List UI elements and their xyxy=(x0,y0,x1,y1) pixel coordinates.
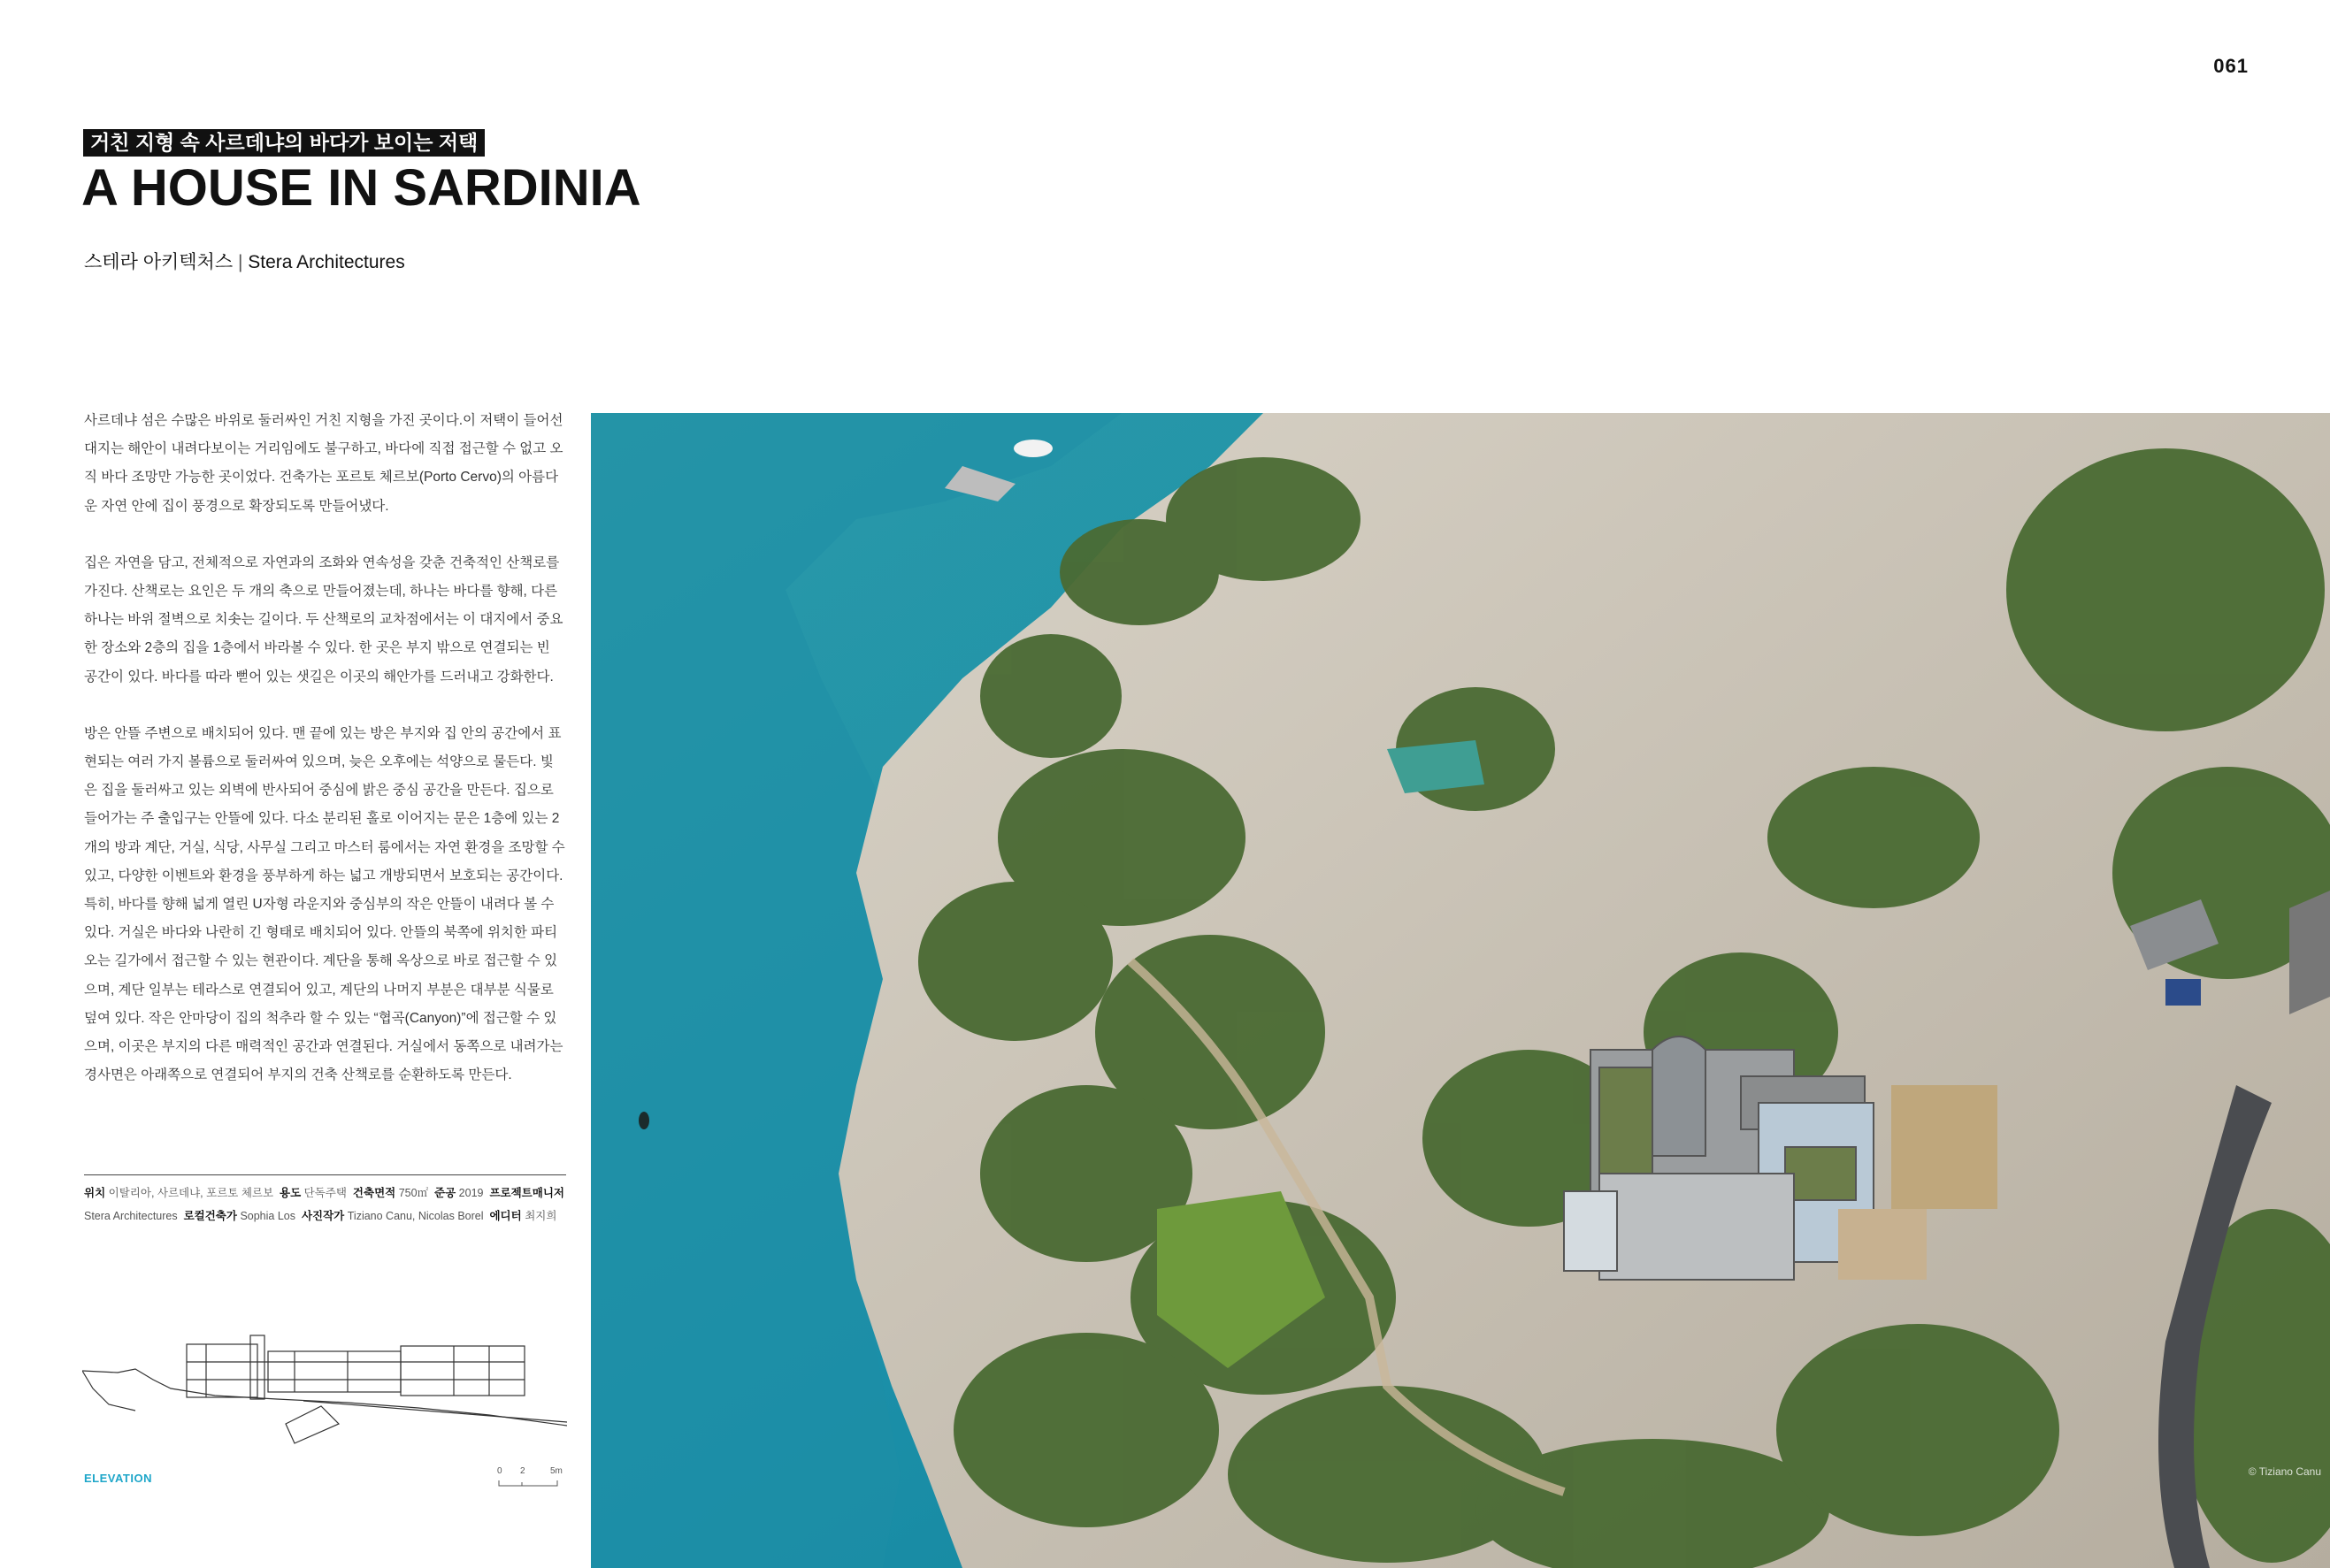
photo-credit: © Tiziano Canu xyxy=(2248,1465,2321,1478)
pergola xyxy=(1891,1085,1997,1209)
page-number: 061 xyxy=(2213,55,2249,77)
scale-tick-label: 0 xyxy=(497,1466,502,1476)
solar-panels xyxy=(2165,979,2201,1006)
garden-terrace xyxy=(1838,1209,1927,1280)
credit-value: 750㎡ xyxy=(398,1187,429,1199)
elevation-drawing xyxy=(82,1327,567,1450)
credit-value: 최지희 xyxy=(525,1210,557,1222)
credit-value: Sophia Los xyxy=(240,1210,295,1222)
byline-korean: 스테라 아키텍처스 xyxy=(84,252,234,272)
paragraph: 사르데냐 섬은 수많은 바위로 둘러싸인 거친 지형을 가진 곳이다.이 저택이 들어선 대지는 해안이 내려다보이는 거리임에도 불구하고, 바다에 직접 접근할 수 없고 오직 바다 조망만 가능한 곳이었다. 건축가는 포르토 체르보(Porto Cervo)의 아름다운 자연 안에 집이 풍경으로 확장되도록 만들어냈다. xyxy=(84,413,563,514)
small-boat xyxy=(639,1112,649,1129)
article-body xyxy=(84,407,566,1118)
credit-value: 2019 xyxy=(458,1187,484,1199)
credit-label: 준공 xyxy=(434,1187,456,1199)
scale-tick-label: 2 xyxy=(520,1466,525,1476)
credit-value: 단독주택 xyxy=(303,1187,347,1199)
byline xyxy=(84,248,405,274)
article-title: A HOUSE IN SARDINIA xyxy=(81,159,641,217)
credit-label: 용도 xyxy=(280,1187,302,1199)
credit-label: 에디터 xyxy=(489,1210,522,1222)
paragraph: 방은 안뜰 주변으로 배치되어 있다. 맨 끝에 있는 방은 부지와 집 안의 공간에서 표현되는 여러 가지 볼륨으로 둘러싸여 있으며, 늦은 오후에는 석양으로 물든다. 빛은 집을 둘러싸고 있는 외벽에 반사되어 중심에 밝은 중심 공간을 만든다. 집으로 들어가는 주 출입구는 안뜰에 있다. 다소 분리된 홀로 이어지는 문은 1층에 있는 2개의 방과 계단, 거실, 식당, 사무실 그리고 마스터 룸에서는 자연 환경을 조망할 수 있고, 다양한 이벤트와 환경을 풍부하게 하는 넓고 개방되면서 보호되는 공간이다. 특히, 바다를 향해 넓게 열린 U자형 라운지와 중심부의 작은 안뜰이 내려다 볼 수 있다. 거실은 바다와 나란히 긴 형태로 배치되어 있다. 안뜰의 북쪽에 위치한 파티오는 길가에서 접근할 수 있는 현관이다. 계단을 통해 옥상으로 바로 접근할 수 있으며, 계단 일부는 테라스로 연결되어 있고, 계단의 나머지 부분은 대부분 식물로 덮여 있다. 작은 안마당이 집의 척추라 할 수 있는 “협곡(Canyon)”에 접근할 수 있으며, 이곳은 부지의 다른 매력적인 공간과 연결된다. 거실에서 동쪽으로 내려가는 경사면은 아래쪽으로 연결되어 부지의 건축 산책로를 순환하도록 만든다. xyxy=(84,725,565,1083)
boat xyxy=(1014,440,1053,457)
credits-divider xyxy=(84,1174,566,1175)
scale-bar-line xyxy=(495,1466,575,1493)
credit-value: 이탈리아, 사르데냐, 포르토 체르보 xyxy=(108,1187,274,1199)
aerial-photo xyxy=(591,413,2330,1568)
credit-value: Stera Architectures xyxy=(84,1210,178,1222)
scale-bar xyxy=(495,1466,575,1493)
credit-value: Tiziano Canu, Nicolas Borel xyxy=(347,1210,484,1222)
scale-tick-label: 5m xyxy=(550,1466,563,1476)
credit-label: 위치 xyxy=(84,1187,106,1199)
credit-label: 프로젝트매니저 xyxy=(489,1187,564,1199)
credit-label: 사진작가 xyxy=(301,1210,345,1222)
byline-separator: | xyxy=(237,252,243,272)
aerial-photo-illustration xyxy=(591,413,2330,1568)
credit-label: 로컬건축가 xyxy=(183,1210,237,1222)
rock-pool xyxy=(1387,740,1484,793)
elevation-label: ELEVATION xyxy=(84,1472,152,1485)
article-kicker: 거친 지형 속 사르데냐의 바다가 보이는 저택 xyxy=(83,129,485,157)
neighbour-roof xyxy=(2289,891,2330,1014)
paragraph: 집은 자연을 담고, 전체적으로 자연과의 조화와 연속성을 갖춘 건축적인 산책로를 가진다. 산책로는 요인은 두 개의 축으로 만들어졌는데, 하나는 바다를 향해, 다른 하나는 바위 절벽으로 치솟는 길이다. 두 산책로의 교차점에서는 이 대지에서 중요한 장소와 2층의 집을 1층에서 바라볼 수 있다. 한 곳은 부지 밖으로 연결되는 빈 공간이 있다. 바다를 따라 뻗어 있는 샛길은 이곳의 해안가를 드러내고 강화한다. xyxy=(84,555,563,685)
project-credits xyxy=(84,1182,579,1228)
byline-english: Stera Architectures xyxy=(248,252,405,272)
credit-label: 건축면적 xyxy=(352,1187,396,1199)
